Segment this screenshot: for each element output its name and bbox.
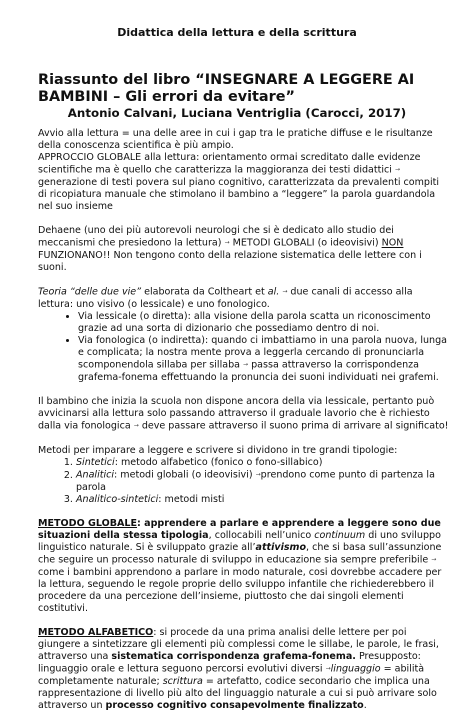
arrow-icon: → [325,665,331,673]
text-span-underlined: NON [381,237,404,249]
arrow-icon: → [282,288,288,296]
paragraph-dehaene [38,225,450,274]
text-span: FUNZIONANO!! Non tengono conto della relazione sistematica delle lettere con i suoni. [38,249,422,274]
arrow-icon: → [133,422,139,430]
arrow-icon: → [224,239,230,247]
paragraph-alphabetic-method: METODO ALFABETICO: si procede da una prima analisi delle lettere per poi giungere a sintetizzare gli elementi più complessi come le sillabe, le parole, le frasi, attraverso una sistematica corrispondenza grafema-fonema. Presupposto: linguaggio orale e lettura seguono percorsi evolutivi diversi →linguaggio = abilità completamente naturale; scrittura = artefatto, codice secondario che implica una rappresentazione di livello più alto del linguaggio naturale a cui si può arrivare solo attraverso un processo cognitivo consapevolmente finalizzato. [38,627,439,712]
routes-list [38,311,450,384]
text-span-italic: al. [267,286,280,298]
arrow-icon: → [243,361,249,369]
arrow-icon: → [394,166,401,174]
list-item: 3. Analitico-sintetici: metodi misti [76,494,450,506]
document-title: Riassunto del libro “INSEGNARE A LEGGERE AI BAMBINI – Gli errori da evitare” [38,72,415,105]
text-span-italic: Teoria “delle due vie” [38,286,142,298]
section-label: METODO GLOBALE [38,517,137,529]
paragraph-intro [38,128,450,213]
section-label: METODO ALFABETICO [38,627,154,639]
text-span: METODI GLOBALI (o ideovisivi) [232,237,379,249]
paragraph-two-routes [38,286,450,311]
document-authors: Antonio Calvani, Luciana Ventriglia (Carocci, 2017) [67,106,407,120]
list-item: • Via fonologica (o indiretta): quando ci imbattiamo in una parola nuova, lunga e complicata; la nostra mente prova a leggerla cercando di pronunciarla scomponendola sillaba per sillaba → passa attraverso la corrispondenza grafema-fonema effettuando la pronuncia dei suoni individuati nei grafemi. [78,335,450,384]
list-item: 1. Sintetici: metodo alfabetico (fonico o fono-sillabico) [76,457,450,469]
text-span: Dehaene (uno dei più autorevoli neurologi che si è dedicato allo studio dei meccanismi che presiedono la lettura) [38,225,394,249]
methods-list [38,457,450,506]
paragraph-global-method: METODO GLOBALE: apprendere a parlare e apprendere a leggere sono due situazioni della stessa tipologia, collocabili nell’unico continuum di uno sviluppo linguistico naturale. Si è sviluppato grazie all’attivismo, che si basa sull’assunzione che seguire un processo naturale di sviluppo in educazione sia sempre preferibile → come i bambini apprendono a parlare in modo naturale, cosi dovrebbe accadere per la lettura, seguendo le regole proprie dello sviluppo infantile che richiederebbero il procedere da una percezione dell’insieme, piuttosto che dai singoli elementi costitutivi. [38,517,442,615]
paragraph-child [38,396,450,433]
text-span: APPROCCIO GLOBALE alla lettura: orientamento ormai screditato dalle evidenze scientifiche ma è quello che caratterizza la maggioranza dei testi didattici [38,152,421,176]
document-body [38,128,450,712]
text-span: due canali di accesso alla lettura: uno visivo (o lessicale) e uno fonologico. [38,286,413,310]
page-header: Didattica della lettura e della scrittura [117,26,357,39]
text-span: Avvio alla lettura = una delle aree in cui i gap tra le pratiche diffuse e le risultanze della conoscenza scientifica è più ampio. [38,128,433,152]
arrow-icon: → [431,556,437,564]
arrow-icon: → [255,470,261,478]
text-span: deve passare attraverso il suono prima di arrivare al significato! [141,420,449,432]
text-span: Il bambino che inizia la scuola non dispone ancora della via lessicale, pertanto può avvicinarsi alla lettura solo passando attraverso il graduale lavorio che è richiesto dalla via fonologica [38,395,435,432]
list-item: 2. Analitici: metodi globali (o ideovisivi) →prendono come punto di partenza la parola [76,469,450,494]
paragraph-methods-intro: Metodi per imparare a leggere e scrivere si dividono in tre grandi tipologie: [38,444,398,456]
text-span: elaborata da Coltheart et [141,286,268,298]
list-item: • Via lessicale (o diretta): alla visione della parola scatta un riconoscimento grazie ad una sorta di dizionario che possediamo dentro di noi. [78,311,450,335]
text-span: generazione di testi povera sul piano cognitivo, caratterizzata da prevalenti compiti di ricopiatura manuale che stimolano il bambino a “leggere” la parola guardandola nel suo insieme [38,176,440,213]
